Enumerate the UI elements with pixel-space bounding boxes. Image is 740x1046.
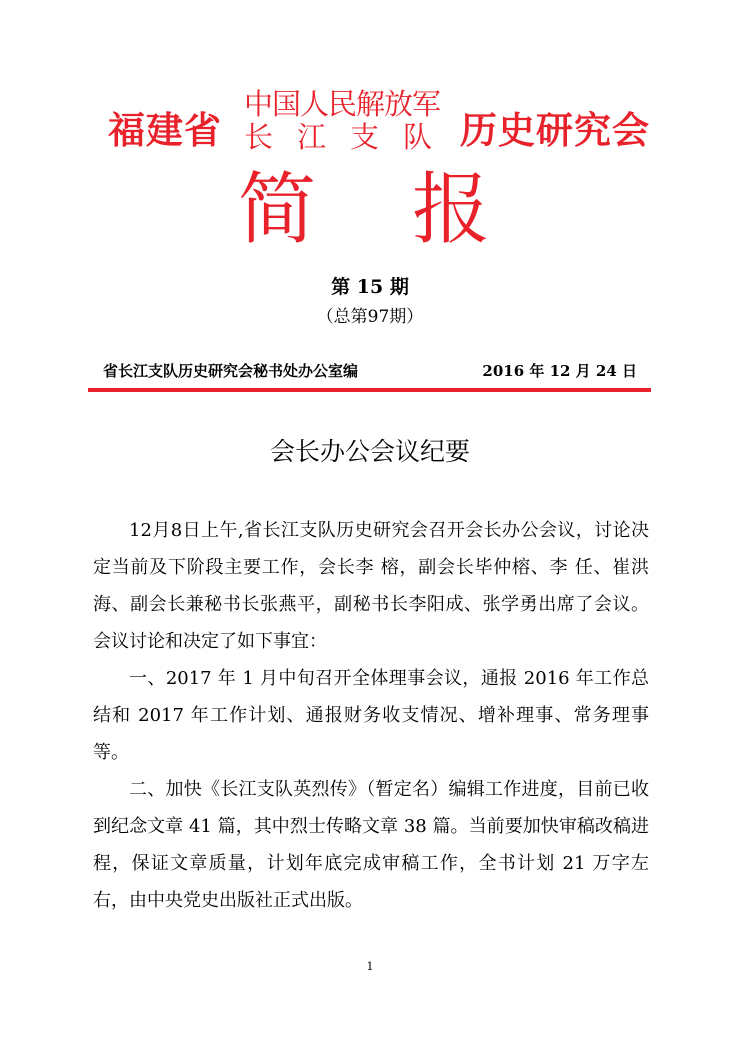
article-title: 会长办公会议纪要 <box>269 437 470 466</box>
paragraph: 二、加快《长江支队英烈传》（暂定名）编辑工作进度，目前已收到纪念文章 41 篇，其中烈士传略文章 38 篇。当前要加快审稿改稿进程，保证文章质量，计划年底完成审稿工作，全书计划 21 万字左右，由中央党史出版社正式出版。 <box>93 779 649 911</box>
brief-title-char-2: 报 <box>412 165 491 255</box>
editor-line: 省长江支队历史研究会秘书处办公室编 <box>103 362 359 380</box>
article-body <box>93 512 649 919</box>
issue-number: 第 15 期 <box>331 276 409 298</box>
paragraph: 12月8日上午,省长江支队历史研究会召开会长办公会议，讨论决定当前及下阶段主要工作，会长李 榕，副会长毕仲榕、李 任、崔洪海、副会长兼秘书长张燕平，副秘书长李阳成、张学勇出席了会议。会议讨论和决定了如下事宜： <box>93 520 649 652</box>
issue-total-number: （总第97期） <box>316 307 424 327</box>
masthead-society: 历史研究会 <box>460 109 650 152</box>
masthead-organization-line2: 长江支队 <box>244 120 457 154</box>
red-divider <box>88 388 651 392</box>
masthead <box>0 88 740 158</box>
issue-date: 2016 年 12 月 24 日 <box>482 362 637 380</box>
masthead-organization-line1: 中国人民解放军 <box>244 87 441 121</box>
masthead-organization <box>244 87 457 154</box>
page-number: 1 <box>366 960 374 973</box>
paragraph: 一、2017 年 1 月中旬召开全体理事会议，通报 2016 年工作总结和 2017 年工作计划、通报财务收支情况、增补理事、常务理事等。 <box>93 668 649 763</box>
brief-title-char-1: 简 <box>238 165 317 255</box>
masthead-province: 福建省 <box>108 109 222 152</box>
